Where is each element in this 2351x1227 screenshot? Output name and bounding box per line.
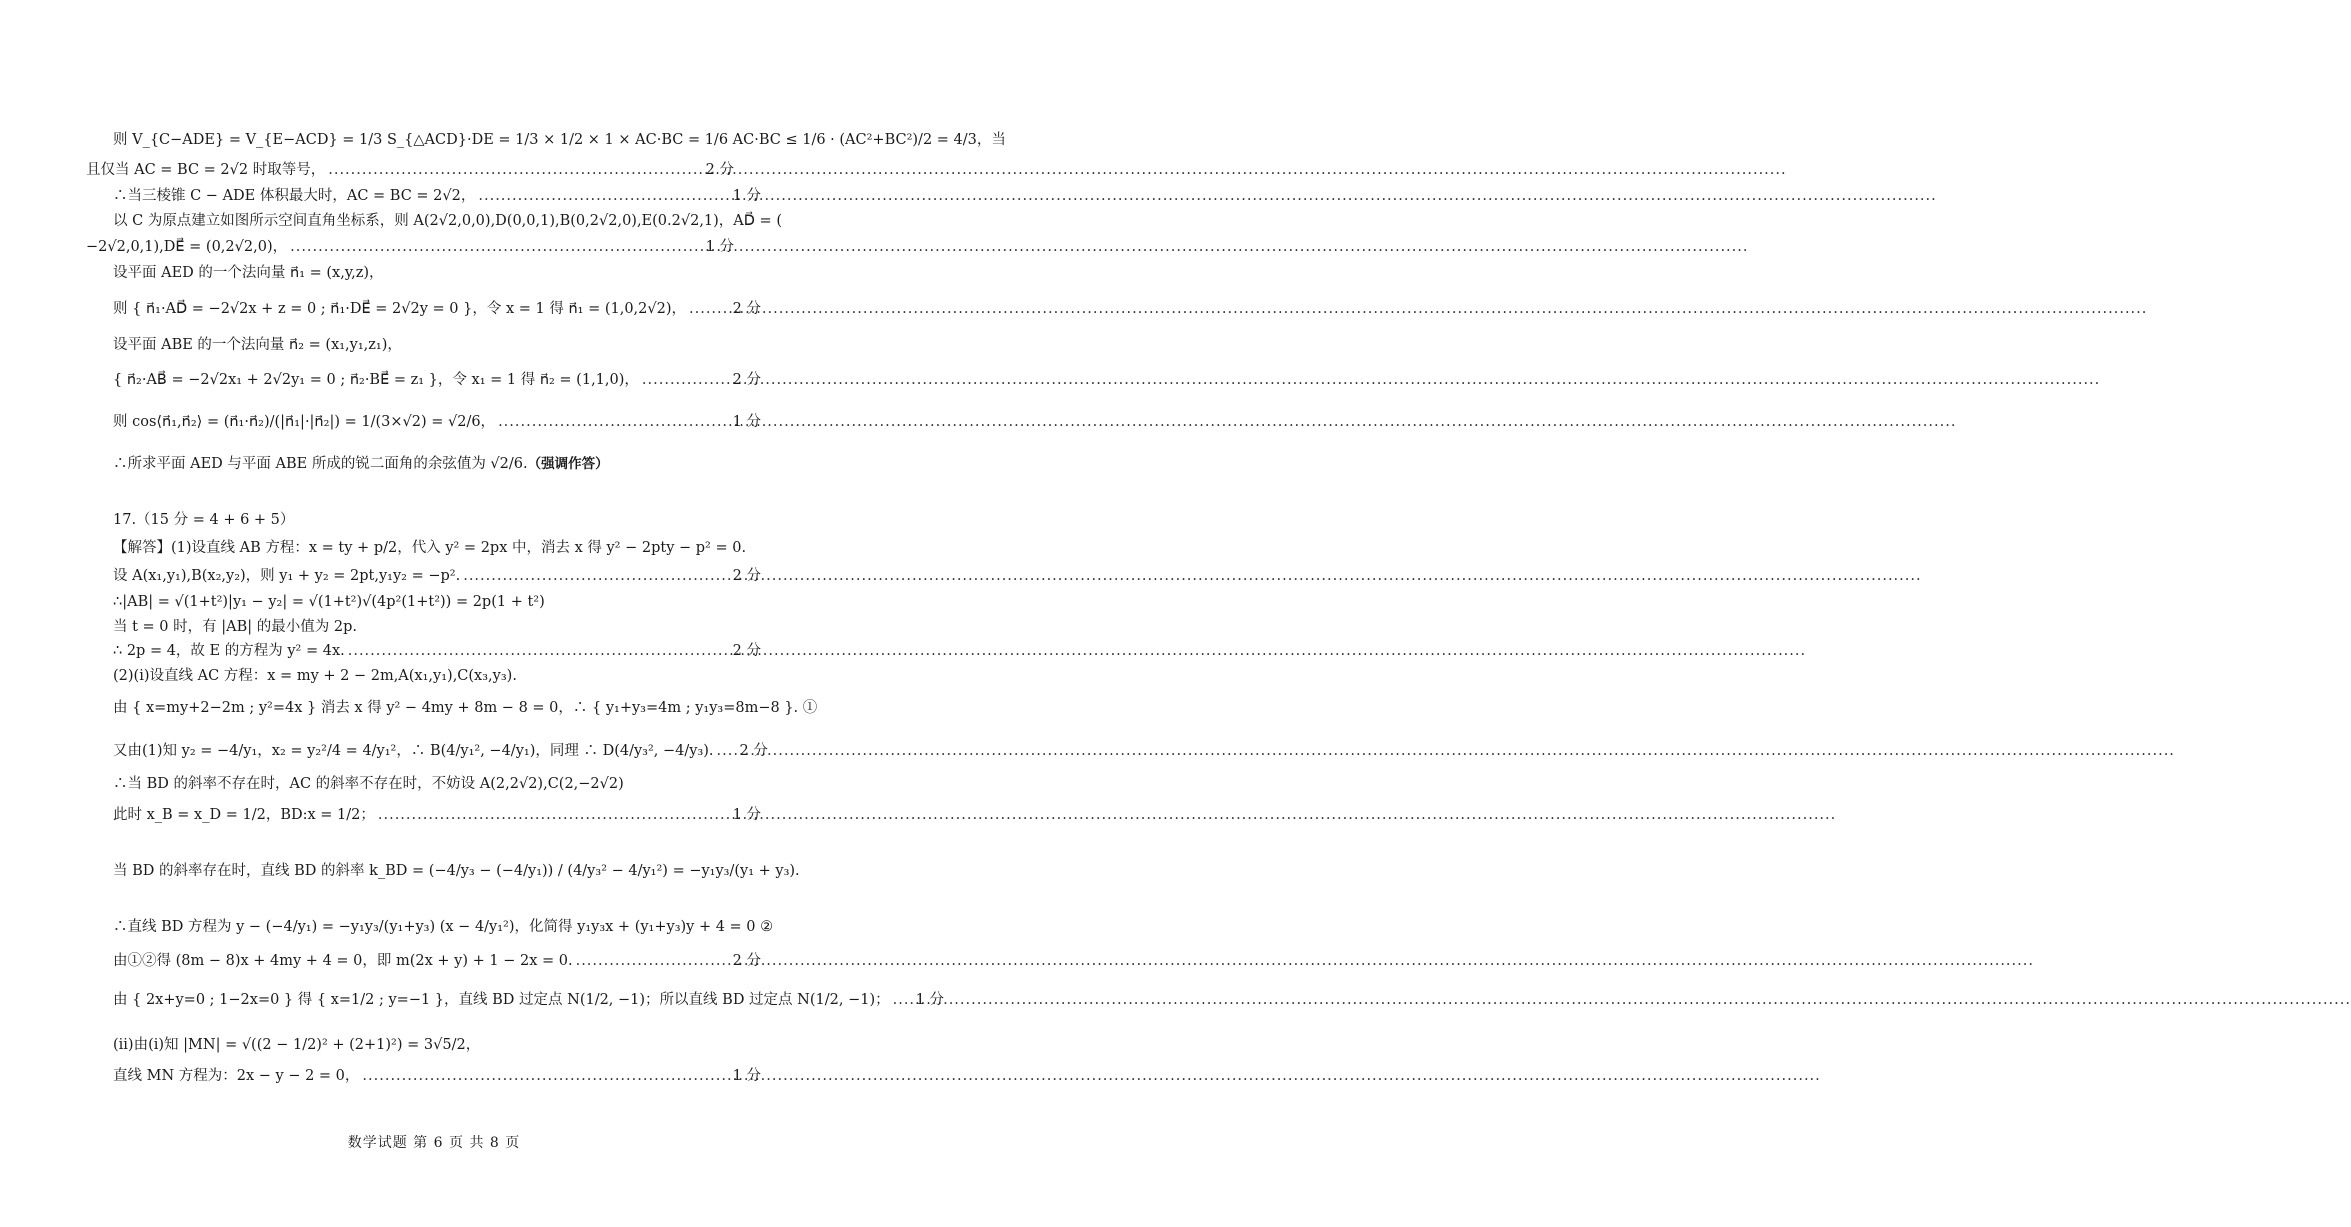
exam-answer-page bbox=[0, 0, 1006, 1227]
line-volume-formula: 则 V_{C−ADE} = V_{E−ACD} = 1/3 S_{△ACD}·DE = 1/3 × 1/2 × 1 × AC·BC = 1/6 AC·BC ≤ 1/6 · (AC²+BC²)/2 = 4/3，当 bbox=[113, 132, 1006, 148]
score-label: 1 分 bbox=[732, 188, 761, 204]
score-label: 2 分 bbox=[705, 162, 734, 178]
leader-dots bbox=[348, 641, 730, 661]
leader-dots bbox=[290, 237, 703, 257]
line-normal-abe-system: { n⃗₂·AB⃗ = −2√2x₁ + 2√2y₁ = 0 ; n⃗₂·BE⃗ = z₁ }，令 x₁ = 1 得 n⃗₂ = (1,1,0)， ..... 2 分 bbox=[113, 370, 761, 390]
question-17-heading: 17.（15 分 = 4 + 6 + 5） bbox=[113, 512, 295, 528]
line-chord-length: ∴|AB| = √(1+t²)|y₁ − y₂| = √(1+t²)√(4p²(1+t²)) = 2p(1 + t²) bbox=[113, 594, 545, 610]
leader-dots bbox=[463, 566, 729, 586]
line-parabola-equation: ∴ 2p = 4，故 E 的方程为 y² = 4x. ..... 2 分 bbox=[113, 641, 761, 661]
line-fixed-point: 由 { 2x+y=0 ; 1−2x=0 } 得 { x=1/2 ; y=−1 }，直线 BD 过定点 N(1/2, −1)；所以直线 BD 过定点 N(1/2, −1)； ..... 1 分 bbox=[113, 990, 761, 1010]
page-footer: 数学试题 第 6 页 共 8 页 bbox=[347, 1135, 521, 1151]
line-equality-condition: 且仅当 AC = BC = 2√2 时取等号， ..... 2 分 bbox=[86, 160, 734, 180]
score-label: 1 分 bbox=[915, 992, 944, 1008]
line-bd-slope: 当 BD 的斜率存在时，直线 BD 的斜率 k_BD = (−4/y₃ − (−4/y₁)) / (4/y₃² − 4/y₁²) = −y₁y₃/(y₁ + y₃). bbox=[113, 863, 800, 879]
leader-dots bbox=[378, 805, 730, 825]
score-label: 1 分 bbox=[705, 239, 734, 255]
leader-dots bbox=[576, 951, 730, 971]
score-label: 2 分 bbox=[732, 643, 761, 659]
line-vertical-case: ∴当 BD 的斜率不存在时，AC 的斜率不存在时，不妨设 A(2,2√2),C(2,−2√2) bbox=[113, 776, 624, 792]
score-label: 2 分 bbox=[732, 568, 761, 584]
leader-dots bbox=[328, 160, 702, 180]
line-normal-aed: 设平面 AED 的一个法向量 n⃗₁ = (x,y,z)， bbox=[113, 265, 384, 281]
line-combine: 由①②得 (8m − 8)x + 4my + 4 = 0，即 m(2x + y) + 1 − 2x = 0. ..... 2 分 bbox=[113, 951, 761, 971]
leader-dots bbox=[717, 741, 737, 761]
line-points-b-d: 又由(1)知 y₂ = −4/y₁，x₂ = y₂²/4 = 4/y₁²，∴ B(4/y₁², −4/y₁)，同理 ∴ D(4/y₃², −4/y₃). ..... 2 分 bbox=[113, 741, 761, 761]
score-label: 1 分 bbox=[732, 807, 761, 823]
line-coordinate-system: 以 C 为原点建立如图所示空间直角坐标系，则 A(2√2,0,0),D(0,0,1),B(0,2√2,0),E(0.2√2,1)，AD⃗ = ( bbox=[113, 213, 782, 229]
line-ac-equation: (2)(i)设直线 AC 方程：x = my + 2 − 2m,A(x₁,y₁),C(x₃,y₃). bbox=[113, 668, 517, 684]
leader-dots bbox=[362, 1066, 729, 1086]
line-mn-length: (ii)由(i)知 |MN| = √((2 − 1/2)² + (2+1)²) = 3√5/2， bbox=[113, 1037, 481, 1053]
score-label: 2 分 bbox=[732, 372, 761, 388]
line-conclusion-16: ∴所求平面 AED 与平面 ABE 所成的锐二面角的余弦值为 √2/6. （强调作答） bbox=[113, 456, 609, 472]
score-label: 2 分 bbox=[732, 301, 761, 317]
score-label: 2 分 bbox=[732, 953, 761, 969]
line-ab-equation: 【解答】(1)设直线 AB 方程：x = ty + p/2，代入 y² = 2px 中，消去 x 得 y² − 2pty − p² = 0. bbox=[113, 540, 747, 556]
line-mn-equation: 直线 MN 方程为：2x − y − 2 = 0， ..... 1 分 bbox=[113, 1066, 761, 1086]
line-normal-aed-system: 则 { n⃗₁·AD⃗ = −2√2x + z = 0 ; n⃗₁·DE⃗ = 2√2y = 0 }，令 x = 1 得 n⃗₁ = (1,0,2√2)， ..... 2 分 bbox=[113, 299, 761, 319]
line-max-volume: ∴当三棱锥 C − ADE 体积最大时，AC = BC = 2√2， ..... 1 分 bbox=[113, 186, 761, 206]
leader-dots bbox=[642, 370, 730, 390]
score-label: 1 分 bbox=[732, 414, 761, 430]
emphasis-note: （强调作答） bbox=[527, 456, 609, 472]
line-normal-abe: 设平面 ABE 的一个法向量 n⃗₂ = (x₁,y₁,z₁)， bbox=[113, 337, 402, 353]
line-vieta: 设 A(x₁,y₁),B(x₂,y₂)，则 y₁ + y₂ = 2pt,y₁y₂ = −p². ..... 2 分 bbox=[113, 566, 761, 586]
line-vectors: −2√2,0,1),DE⃗ = (0,2√2,0)， ..... 1 分 bbox=[86, 237, 734, 257]
line-bd-equation: ∴直线 BD 方程为 y − (−4/y₁) = −y₁y₃/(y₁+y₃) (x − 4/y₁²)，化简得 y₁y₃x + (y₁+y₃)y + 4 = 0 ② bbox=[113, 919, 774, 935]
leader-dots bbox=[689, 299, 730, 319]
score-label: 1 分 bbox=[732, 1068, 761, 1084]
score-label: 2 分 bbox=[739, 743, 768, 759]
line-ac-system: 由 { x=my+2−2m ; y²=4x } 消去 x 得 y² − 4my + 8m − 8 = 0，∴ { y₁+y₃=4m ; y₁y₃=8m−8 }. ① bbox=[113, 700, 818, 716]
line-min-length: 当 t = 0 时，有 |AB| 的最小值为 2p. bbox=[113, 619, 357, 635]
line-cosine: 则 cos⟨n⃗₁,n⃗₂⟩ = (n⃗₁·n⃗₂)/(|n⃗₁|·|n⃗₂|) = 1/(3×√2) = √2/6， ..... 1 分 bbox=[113, 412, 761, 432]
line-bd-vertical: 此时 x_B = x_D = 1/2，BD:x = 1/2； ..... 1 分 bbox=[113, 805, 761, 825]
leader-dots bbox=[893, 990, 913, 1010]
leader-dots bbox=[498, 412, 730, 432]
leader-dots bbox=[478, 186, 729, 206]
